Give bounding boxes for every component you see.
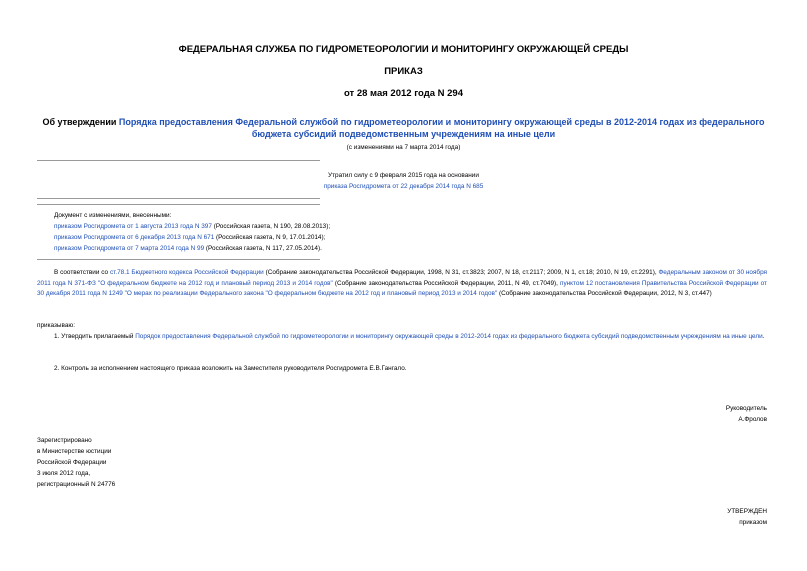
registration-line: регистрационный N 24776 [37,481,116,488]
registration-line: 3 июля 2012 года, [37,470,91,477]
change-link[interactable]: приказом Росгидромета от 7 марта 2014 года N 99 [54,245,205,252]
basis-text: В соответствии со [54,269,110,276]
document-title [30,116,777,140]
registration-line: в Министерстве юстиции [37,448,112,455]
change-item [54,244,322,255]
change-source: (Российская газета, N 9, 17.01.2014); [214,234,326,241]
basis-paragraph [37,268,767,300]
order-item-2: 2. Контроль за исполнением настоящего приказа возложить на Заместителя руководителя Росгидромета Е.В.Гангало. [54,365,407,372]
change-link[interactable]: приказом Росгидромета от 1 августа 2013 года N 397 [54,223,212,230]
title-prefix: Об утверждении [42,117,119,127]
basis-text: (Собрание законодательства Российской Федерации, 2012, N 3, ст.447) [497,290,712,297]
order-item-1 [37,332,767,343]
item-text: 1. Утвердить прилагаемый [54,333,136,340]
agency-heading: ФЕДЕРАЛЬНАЯ СЛУЖБА ПО ГИДРОМЕТЕОРОЛОГИИ И МОНИТОРИНГУ ОКРУЖАЮЩЕЙ СРЕДЫ [178,44,629,55]
divider-4 [37,259,320,260]
divider-3 [37,204,320,205]
title-link[interactable]: Порядка предоставления Федеральной службой по гидрометеорологии и мониторингу окружающей среды в 2012-2014 годах из федерального бюджета субсидий подведомственным учреждениям на иные цели [118,117,765,139]
signature-name: А.Фролов [738,416,767,423]
registration-line: Зарегистрировано [37,437,92,444]
expired-link[interactable]: приказа Росгидромета от 22 декабря 2014 года N 685 [323,183,484,190]
divider-2 [37,198,320,199]
basis-text: (Собрание законодательства Российской Федерации, 2011, N 49, ст.7049), [332,279,560,287]
doc-date-number: от 28 мая 2012 года N 294 [343,88,464,99]
federal-law-link[interactable]: Федеральным законом от 30 ноября 2011 года N 371-ФЗ "О федеральном бюджете на 2012 год и плановый период 2013 и 2014 годов" [37,269,768,287]
change-source: (Российская газета, N 117, 27.05.2014). [204,245,322,252]
change-source: (Российская газета, N 190, 28.08.2013); [211,223,331,230]
basis-text: (Собрание законодательства Российской Федерации, 1998, N 31, ст.3823; 2007, N 18, ст.2117; 2009, N 1, ст.18; 2010, N 19, ст.2291), [263,269,659,276]
expired-note: Утратил силу с 9 февраля 2015 года на основании [328,172,479,179]
signature-role: Руководитель [725,405,767,412]
registration-line: Российской Федерации [37,459,107,466]
change-link[interactable]: приказом Росгидромета от 6 декабря 2013 года N 671 [54,234,215,241]
changes-intro: Документ с изменениями, внесенными: [54,212,172,219]
procedure-link[interactable]: Порядок предоставления Федеральной службой по гидрометеорологии и мониторингу окружающей среды в 2012-2014 годах из федерального бюджета субсидий подведомственным учреждениям на иные цели [135,333,763,340]
doc-type-heading: ПРИКАЗ [384,66,423,77]
government-decree-link[interactable]: пунктом 12 постановления Правительства Российской Федерации от 30 декабря 2011 года N 1249 "О мерах по реализации Федерального закона "О федеральном бюджете на 2012 год и плановый период 2013 и 2014 годов" [37,279,767,297]
order-word: приказываю: [37,322,75,329]
item-text: . [762,333,765,340]
change-item [54,233,325,244]
budget-code-link[interactable]: ст.78.1 Бюджетного кодекса Российской Федерации [109,269,264,276]
divider-1 [37,160,320,161]
amended-note: (с изменениями на 7 марта 2014 года) [346,144,461,151]
approved-by-order: приказом [739,519,767,526]
approved-label: УТВЕРЖДЕН [727,508,767,515]
change-item [54,222,330,233]
